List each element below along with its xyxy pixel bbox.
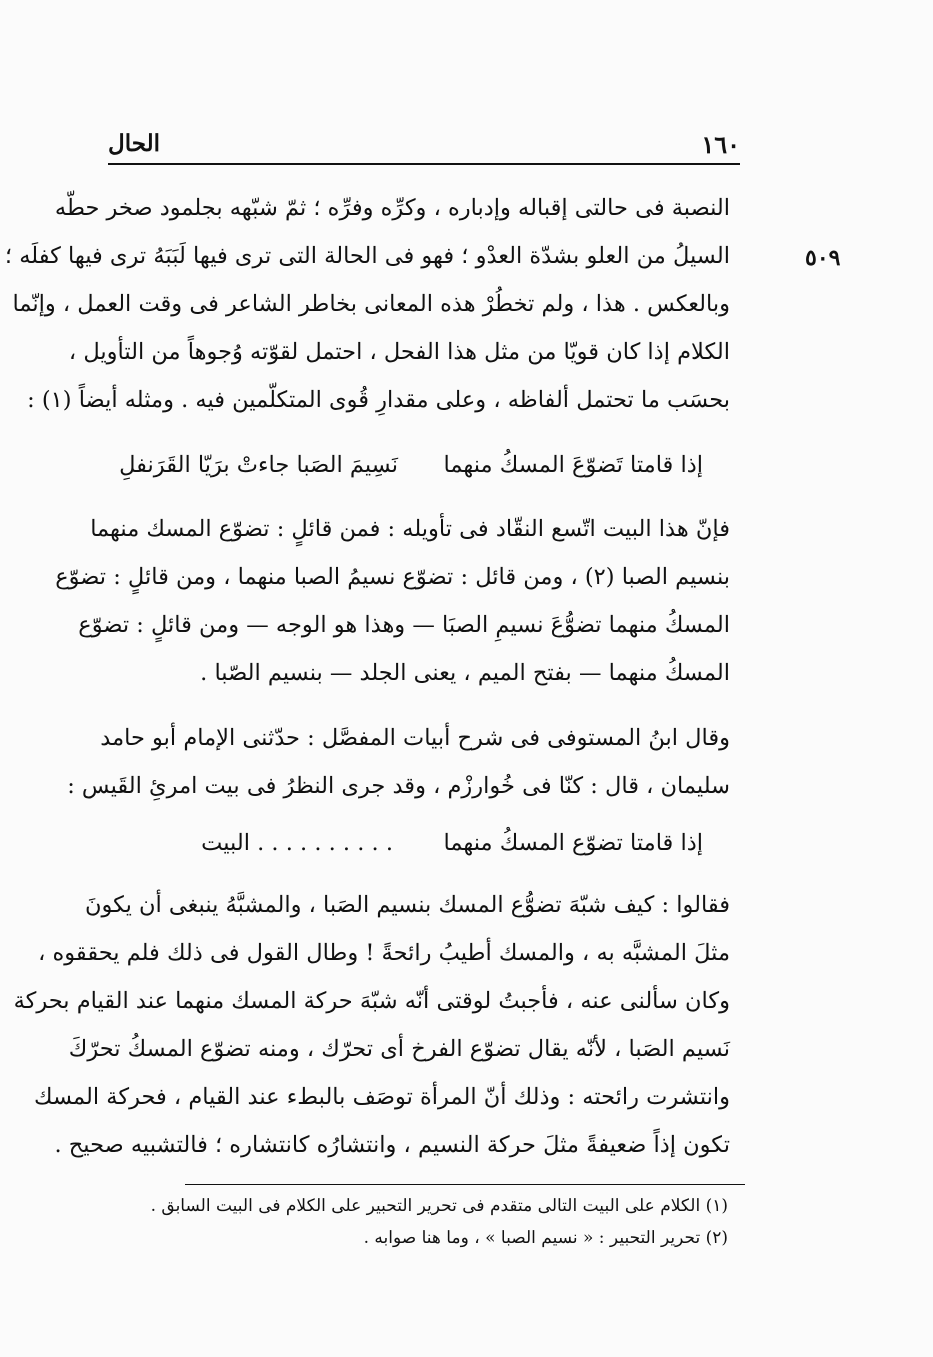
text-line: بنسيم الصبا (٢) ، ومن قائل : تضوّع نسيمُ الصبا منهما ، ومن قائلٍ : تضوّع bbox=[55, 564, 730, 590]
verse-first-hemistich: إذا قامتا تضوّع المسكُ منهما bbox=[443, 830, 703, 856]
header-rule bbox=[108, 163, 740, 165]
verse-second-hemistich: نَسِيمَ الصَبا جاءتْ برَيّا القَرَنفلِ bbox=[119, 452, 398, 478]
footnote-1: (١) الكلام على البيت التالى متقدم فى تحرير التحبير على الكلام فى البيت السابق . bbox=[150, 1196, 728, 1216]
paragraph-4 bbox=[13, 892, 730, 1177]
text-line: نَسيم الصَبا ، لأنّه يقال تضوّع الفرخ أى تحرّك ، ومنه تضوّع المسكُ تحرّكَ bbox=[68, 1036, 730, 1062]
footnote-rule bbox=[185, 1184, 745, 1185]
verse-first-hemistich: إذا قامتا تَضوّعَ المسكُ منهما bbox=[443, 452, 703, 478]
text-line: الكلام إذا كان قويّا من مثل هذا الفحل ، احتمل لقوّته وُجوهاً من التأويل ، bbox=[68, 339, 730, 365]
text-line: المسكُ منهما تضوُّعَ نسيمِ الصبَا — وهذا هو الوجه — ومن قائلٍ : تضوّع bbox=[78, 612, 730, 638]
paragraph-2 bbox=[55, 516, 730, 706]
page-number: ١٦٠ bbox=[701, 130, 740, 159]
text-line: تكون إذاً ضعيفةً مثلَ حركة النسيم ، وانتشارُه كانتشاره ؛ فالتشبيه صحيح . bbox=[54, 1132, 730, 1158]
text-line: وكان سألنى عنه ، فأجبتُ لوقتى أنّه شبّهَ حركة المسك منهما عند القيام بحركة bbox=[13, 988, 730, 1014]
verse-second-hemistich: . . . . . . . . . . البيت bbox=[201, 830, 393, 856]
margin-number: ٥٠٩ bbox=[805, 245, 841, 271]
text-line: النصبة فى حالتى إقباله وإدباره ، وكرِّه وفرِّه ؛ ثمّ شبّهه بجلمود صخر حطّه bbox=[54, 195, 730, 221]
text-line: السيلُ من العلو بشدّة العدْو ؛ فهو فى الحالة التى ترى فيها لَبَبَهُ ترى فيها كفلَه ؛ bbox=[4, 243, 730, 269]
text-line: وبالعكس . هذا ، ولم تخطُرْ هذه المعانى بخاطر الشاعر فى وقت العمل ، وإنّما bbox=[12, 291, 730, 317]
text-line: فقالوا : كيف شبّهَ تضوُّع المسك بنسيم الصَبا ، والمشبَّهُ ينبغى أن يكونَ bbox=[85, 892, 730, 918]
text-line: مثلَ المشبَّه به ، والمسك أطيبُ رائحةً ! وطال القول فى ذلك فلم يحققوه ، bbox=[38, 940, 730, 966]
page-header bbox=[108, 130, 740, 160]
text-line: فإنّ هذا البيت اتّسع النقّاد فى تأويله : فمن قائلٍ : تضوّع المسك منهما bbox=[90, 516, 730, 542]
running-title: الحال bbox=[108, 130, 160, 157]
paragraph-1 bbox=[4, 195, 730, 435]
text-line: سليمان ، قال : كنّا فى خُوارزْم ، وقد جرى النظرُ فى بيت امرئِ القَيس : bbox=[67, 773, 730, 799]
text-line: وقال ابنُ المستوفى فى شرح أبيات المفصَّل : حدّثنى الإمام أبو حامد bbox=[100, 725, 730, 751]
verse-2 bbox=[103, 830, 703, 864]
verse-1 bbox=[103, 452, 703, 486]
text-line: بحسَب ما تحتمل ألفاظه ، وعلى مقدارِ قُوى المتكلّمين فيه . ومثله أيضاً (١) : bbox=[27, 387, 730, 413]
text-line: المسكُ منهما — بفتح الميم ، يعنى الجلد — بنسيم الصّبا . bbox=[200, 660, 730, 686]
paragraph-3 bbox=[67, 725, 730, 815]
text-line: وانتشرت رائحته : وذلك أنّ المرأة توصَف بالبطء عند القيام ، فحركة المسك bbox=[34, 1084, 730, 1110]
footnote-2: (٢) تحرير التحبير : « نسيم الصبا » ، وما هنا صوابه . bbox=[363, 1228, 728, 1248]
